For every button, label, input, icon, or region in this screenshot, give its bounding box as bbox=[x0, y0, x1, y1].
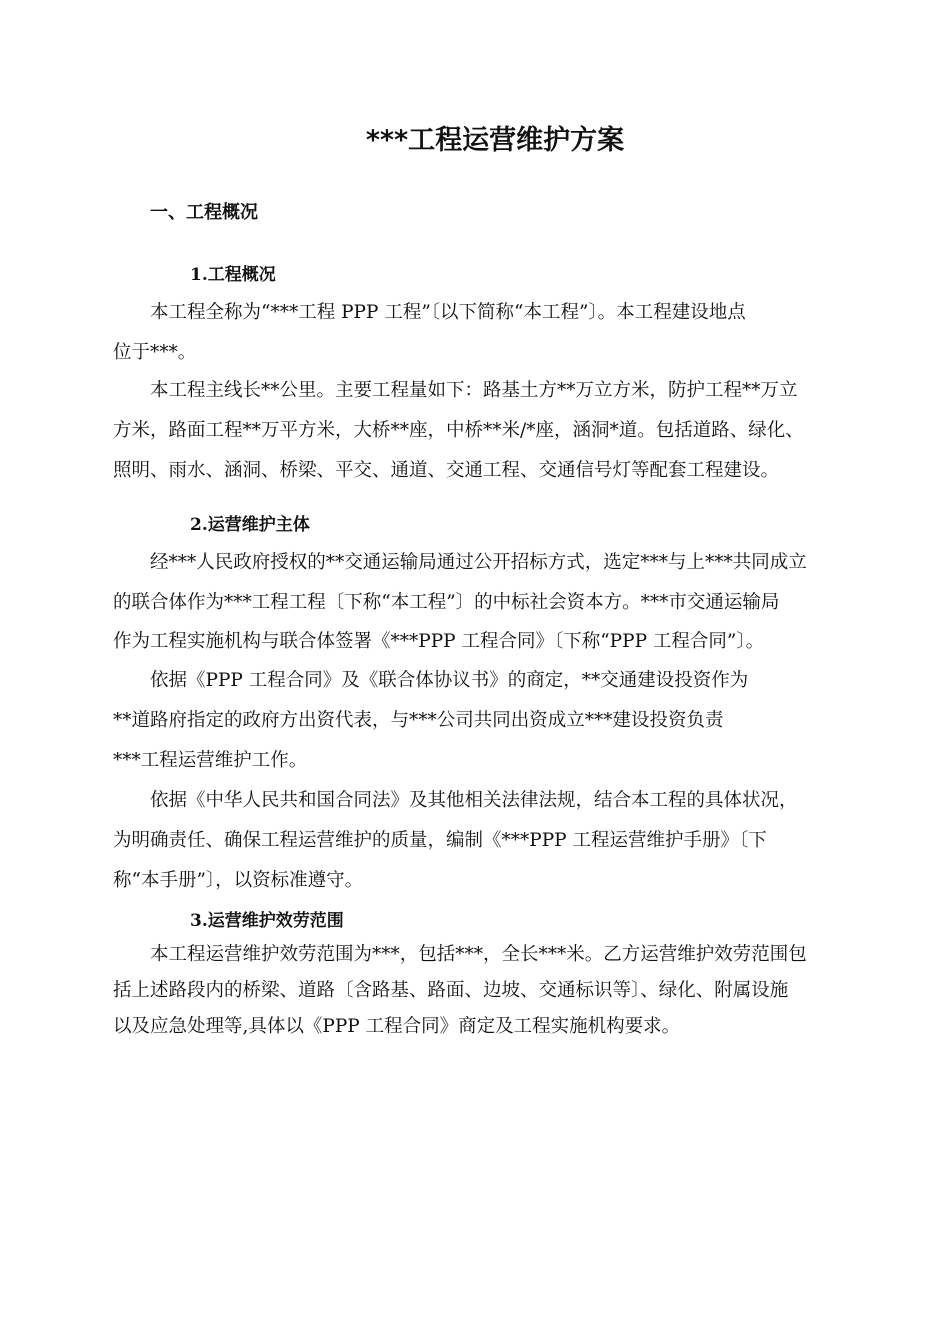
paragraph-line: 的联合体作为***工程工程〔下称“本工程”〕的中标社会资本方。***市交通运输局 bbox=[113, 592, 780, 613]
paragraph-line: 本工程全称为“***工程 PPP 工程”〔以下简称“本工程”〕。本工程建设地点 bbox=[150, 302, 746, 323]
subsection-heading-1: 1.工程概况 bbox=[190, 265, 276, 285]
document-title: ***工程运营维护方案 bbox=[365, 125, 625, 156]
paragraph-line: 依据《PPP 工程合同》及《联合体协议书》的商定，**交通建设投资作为 bbox=[150, 670, 749, 691]
paragraph-line: **道路府指定的政府方出资代表，与***公司共同出资成立***建设投资负责 bbox=[113, 710, 724, 731]
paragraph-line: ***工程运营维护工作。 bbox=[113, 750, 308, 771]
paragraph-line: 照明、雨水、涵洞、桥梁、平交、通道、交通工程、交通信号灯等配套工程建设。 bbox=[113, 460, 780, 481]
paragraph-line: 本工程主线长**公里。主要工程量如下：路基土方**万立方米，防护工程**万立 bbox=[150, 380, 798, 401]
paragraph-line: 位于***。 bbox=[113, 342, 197, 363]
subsection-heading-3: 3.运营维护效劳范围 bbox=[190, 911, 344, 931]
subsection-heading-2: 2.运营维护主体 bbox=[190, 515, 310, 535]
paragraph-line: 括上述路段内的桥梁、道路〔含路基、路面、边坡、交通标识等〕、绿化、附属设施 bbox=[113, 980, 789, 1001]
paragraph-line: 作为工程实施机构与联合体签署《***PPP 工程合同》〔下称“PPP 工程合同”〕。 bbox=[113, 631, 765, 652]
paragraph-line: 称“本手册”〕，以资标准遵守。 bbox=[113, 870, 364, 891]
paragraph-line: 本工程运营维护效劳范围为***，包括***，全长***米。乙方运营维护效劳范围包 bbox=[150, 944, 807, 965]
paragraph-line: 经***人民政府授权的**交通运输局通过公开招标方式，选定***与上***共同成立 bbox=[150, 552, 807, 573]
paragraph-line: 为明确责任、确保工程运营维护的质量，编制《***PPP 工程运营维护手册》〔下 bbox=[113, 830, 767, 851]
section-heading-overview: 一、工程概况 bbox=[150, 202, 258, 223]
paragraph-line: 依据《中华人民共和国合同法》及其他相关法律法规，结合本工程的具体状况， bbox=[150, 790, 798, 811]
paragraph-line: 以及应急处理等,具体以《PPP 工程合同》商定及工程实施机构要求。 bbox=[113, 1016, 681, 1037]
paragraph-line: 方米，路面工程**万平方米，大桥**座，中桥**米/*座，涵洞*道。包括道路、绿化、 bbox=[113, 420, 804, 441]
